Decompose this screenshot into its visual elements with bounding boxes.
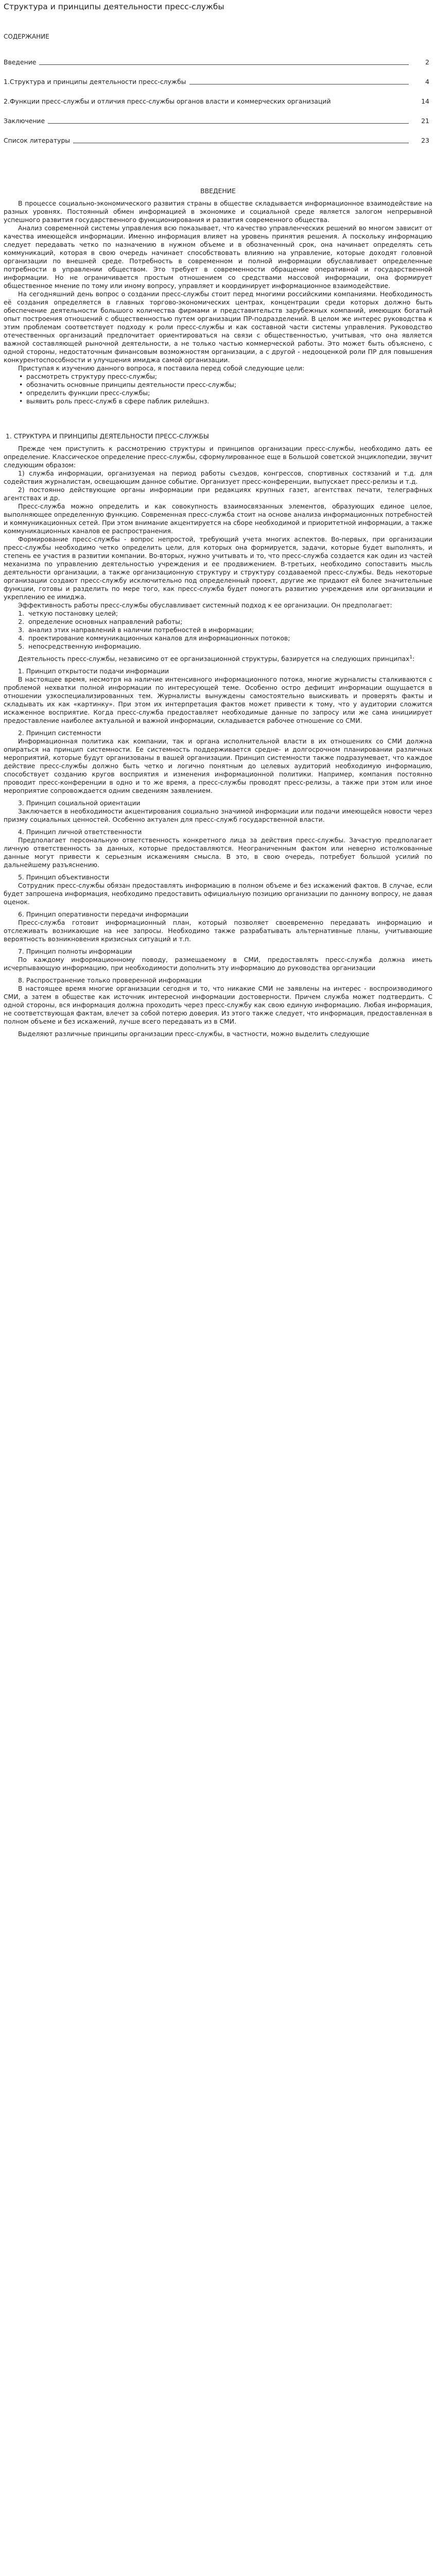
principle-heading: 5. Принцип объективности (18, 873, 110, 881)
spacer (4, 906, 432, 910)
toc-item-introduction[interactable] (4, 58, 432, 66)
list-item: • выявить роль пресс-служб в сфере паблик рилейшнз. (26, 397, 432, 405)
footnote-marker[interactable]: 1 (409, 654, 413, 660)
document (0, 0, 436, 1043)
principle-heading: 7. Принцип полноты информации (18, 947, 132, 955)
principle-heading: 8. Распространение только проверенной информации (18, 976, 202, 984)
chapter-paragraph: Деятельность пресс-службы, независимо от ее организационной структуры, базируется на следующих принципах$^1$: (18, 654, 415, 663)
list-item: 5. непосредственную информацию. (26, 642, 432, 651)
principle-text: В настоящее время, несмотря на наличие интенсивного информационного потока, многие журналисты сталкиваются с проблемой нехватки полной информации по интересующей теме. Особенно остро дефицит информации ощущается в отношении узкоспециализированных тем. Журналисты вынуждены самостоятельно выискивать и проверять факты и складывать их как «картинку». При этом их интерпретация фактов может привести к тому, что у аудитории сложится искаженное восприятие. Когда пресс-служба предоставляет необходимые данные по запросу или же сама инициирует предоставление наиболее актуальной и важной информации, складывается рабочее отношение со СМИ. (4, 675, 432, 724)
principles-intro: Деятельность пресс-службы, независимо от ее организационной структуры, базируется на следующих принципах (18, 655, 410, 663)
spacer (4, 1026, 432, 1030)
goals-list (4, 372, 432, 405)
toc-item-page: 21 (421, 117, 429, 125)
intro-paragraph: В процессе социально-экономического развития страны в обществе складывается информационное взаимодействие на разных уровнях. Постоянный обмен информацией в экономике и социальной среде является залогом непрерывной успешного развития государственного функционирования и развития современного общества. (4, 199, 432, 224)
chapter-1-heading: 1. СТРУКТУРА И ПРИНЦИПЫ ДЕЯТЕЛЬНОСТИ ПРЕСС-СЛУЖБЫ (6, 432, 209, 440)
spacer (4, 405, 432, 426)
intro-paragraph: На сегодняшний день вопрос о создании пресс-службы стоит перед многими российскими компаниями. Необходимость её создания определяется в главных торгово-экономических центрах, концентрации среди которых должно быть обеспечение деятельности большого количества фирмами и представительств зарубежных компаний, имеющих богатый опыт построения отношений с общественностью путем организации ПР-подразделений. В целом же интерес руководства к этим проблемам соответствует подходу к роли пресс-службы и как составной части системы управления. Руководство отечественных организаций предпочитает ориентироваться на связи с общественностью, учитывая, что она является важной составляющей рыночной деятельности, а не только частью коммерческой работы. Это может быть объяснено, с одной стороны, недостаточным финансовым возможностям организации, а с другой - недооценкой роли ПР для повышения конкурентоспособности и улучшения имиджа самой организации. (4, 290, 432, 364)
principle-text: В настоящее время многие организации сегодня и то, что никакие СМИ не заявлены на интерес - воспроизводимого СМИ, а затем в обществе как источник интересной информации достоверности. Причем служба может подтвердить. С одной стороны, вся информация должна проходить через пресс-службу как свою единую информацию. Любая информация, не соответствующая фактам, влечет за собой потерю доверия. Из этого также следует, что информация, предоставленная в полном объеме и без искажений, лучше всего передавать из в СМИ. (4, 985, 432, 1025)
toc-leader (39, 64, 409, 65)
chapter-paragraph: Выделяют различные принципы организации пресс-службы, в частности, можно выделить следующие (18, 1030, 370, 1038)
definition-item: 1) служба информации, организуемая на период работы съездов, конгрессов, спортивных состязаний и т.д. для содействия журналистам, освещающим данное событие. Организует пресс-конференции, выпускает пресс-релизы и т.д. (4, 469, 432, 485)
list-item: 4. проектирование коммуникационных каналов для информационных потоков; (26, 634, 432, 642)
spacer (4, 824, 432, 828)
toc-item-chapter-1[interactable] (4, 78, 432, 86)
toc-item-page: 23 (421, 137, 429, 144)
definition-item: 2) постоянно действующие органы информации при редакциях крупных газет, агентствах печати, телеграфных агентствах и др. (4, 486, 432, 502)
toc-item-references[interactable] (4, 137, 432, 145)
toc-item-label: 1.Структура и принципы деятельности пресс-службы (4, 78, 186, 86)
principle-text: Предполагает персональную ответственность конкретного лица за действия пресс-службы. Зачастую предполагает личную ответственность за данных, которые предоставляются. Неограниченным фактом или неверно истолкованные данные могут привести к серьезным искажениям смысла. В это, в свою очередь, потребует большой усилий по дальнейшему разъяснению. (4, 836, 432, 869)
toc-heading: СОДЕРЖАНИЕ (4, 33, 49, 40)
intro-paragraph: Анализ современной системы управления всю показывает, что качество управленческих решений во многом зависит от качества имеющейся информации. Именно информация влияет на уровень принятия решения. А поскольку информацию следует передавать четко по назначению в нужном объеме и в обозначенный срок, она начинает определять сеть коммуникаций, которая в свою очередь начинает способствовать влиянию на управление, которые доходят головной организации по внешней среде. Потребность в современном и полной информации обуславливает определенные потребности в управлении обществом. Это требует в современности обращение оперативной и государственной информации. Но не ограничивается простым отношением со средствами массовой информации, она формирует общественное мнение по тому или иному вопросу, управляет и координирует информационное взаимодействие. (4, 224, 432, 290)
chapter-paragraph: Формирование пресс-службы - вопрос непростой, требующий учета многих аспектов. Во-первых, при организации пресс-службы необходимо четко определить цели, для которых она формируется, задачи, которые будет выполнять, и степень ее участия в развитии компании. Во-вторых, нужно учитывать и то, что пресс-служба создается как один из частей механизма по управлению деятельностью учреждения и ее продвижением. В-третьих, необходимо сопоставить мысль деятельности организации, а также организационную структуру и структуру создаваемой пресс-службы. Ведь некоторые организации создают пресс-службу исключительно под определенный проект, другие же придают ей более значительные функции, готовы и разделить по мере того, как пресс-служба будет помогать развитию учреждения или организации и укреплению ее имиджа. (4, 535, 432, 601)
spacer (4, 725, 432, 729)
spacer (4, 943, 432, 947)
list-item: 2. определение основных направлений работы; (26, 618, 432, 626)
principle-text: Сотрудник пресс-службы обязан предоставлять информацию в полном объеме и без искажений фактов. В случае, если будет запрошена информация, необходимо предоставить официальную позицию организации по данному вопросу, не давая оценок. (4, 882, 432, 906)
list-item: 1. четкую постановку целей; (26, 609, 432, 618)
chapter-paragraph: Эффективность работы пресс-службы обуславливает системный подход к ее организации. Он предполагает: (18, 601, 392, 609)
list-item: • обозначить основные принципы деятельности пресс-службы; (26, 381, 432, 389)
chapter-paragraph: Прежде чем приступить к рассмотрению структуры и принципов организации пресс-службы, необходимо дать ее определение. Классическое определение пресс-службы, сформулированное еще в Большой советской энциклопедии, звучит следующим образом: (4, 445, 432, 469)
spacer (4, 795, 432, 799)
chapter-paragraph: Пресс-служба можно определить и как совокупность взаимосвязанных элементов, образующих единое целое, выполняющее определенную функцию. Современная пресс-служба стоит на основе анализа информационных потребностей и коммуникационных сетей. При этом внимание акцентируется на сборе необходимой и приоритетной информации, а также коммуникационных каналов ее распространения. (4, 502, 432, 535)
list-item: • определить функции пресс-службы; (26, 389, 432, 397)
principles-list (4, 663, 432, 1026)
principle-text: По каждому информационному поводу, размещаемому в СМИ, предоставлять пресс-служба должна иметь исчерпывающую информацию, при необходимости дополнить эту информацию до руководства организации (4, 956, 432, 972)
principle-text: Заключается в необходимости акцентирования социально значимой информации или подачи имеющейся новости через призму социальных ценностей. Особенно актуален для пресс-служб государственной власти. (4, 807, 432, 823)
toc-item-label: Список литературы (4, 137, 71, 144)
document-title: Структура и принципы деятельности пресс-службы (4, 2, 224, 11)
spacer (4, 440, 432, 445)
principle-heading: 4. Принцип личной ответственности (18, 828, 142, 836)
principle-text: Информационная политика как компании, так и органа исполнительной власти в их отношениях со СМИ должна опираться на принцип системности. Ее системность поддерживается средне- и долгосрочном планировании различных мероприятий, которые будут организованы в вашей организации. Принцип системности также подразумевает, что каждое действие пресс-службы должно быть четко и логично понятным до целевых аудиторий необходимую информацию, способствует созданию кругов восприятия и изменения информационной политики. Например, компания постоянно проводит пресс-конференции в одно и то же время, а пресс-службы проводят пресс-релизы, а также при этом или иное мероприятие сопровождается одним сведениям заявлением. (4, 737, 432, 794)
toc (4, 58, 432, 145)
intro-paragraph: Приступая к изучению данного вопроса, я поставила перед собой следующие цели: (18, 364, 305, 372)
toc-item-label: Заключение (4, 117, 45, 125)
spacer (4, 972, 432, 976)
list-item: • рассмотреть структуру пресс-службы; (26, 372, 432, 381)
principle-heading: 3. Принцип социальной ориентации (18, 799, 141, 807)
approach-list (4, 609, 432, 651)
spacer (4, 651, 432, 655)
toc-item-page: 14 (421, 97, 429, 105)
spacer (4, 195, 432, 199)
toc-item-label: 2.Функции пресс-службы и отличия пресс-службы органов власти и коммерческих организаций (4, 97, 331, 105)
toc-item-page: 4 (425, 78, 429, 86)
principle-heading: 2. Принцип системности (18, 729, 101, 737)
toc-item-page: 2 (425, 58, 429, 66)
spacer (4, 150, 432, 181)
spacer (4, 869, 432, 873)
principle-text: Пресс-служба готовит информационный план, который позволяет своевременно передавать информацию и отслеживать возникающие на нее запросы. Необходимо также разрабатывать альтернативные планы, учитывающие вероятность возникновения кризисных ситуаций и т.п. (4, 919, 432, 943)
toc-item-chapter-2[interactable] (4, 97, 432, 106)
intro-heading: ВВЕДЕНИЕ (200, 187, 236, 195)
principle-heading: 1. Принцип открытости подачи информации (18, 667, 169, 675)
list-item: 3. анализ этих направлений в наличии потребностей в информации; (26, 626, 432, 634)
toc-item-label: Введение (4, 58, 37, 66)
principle-heading: 6. Принцип оперативности передачи информации (18, 910, 189, 918)
toc-leader (48, 123, 409, 124)
spacer (4, 663, 432, 667)
toc-item-conclusion[interactable] (4, 117, 432, 125)
